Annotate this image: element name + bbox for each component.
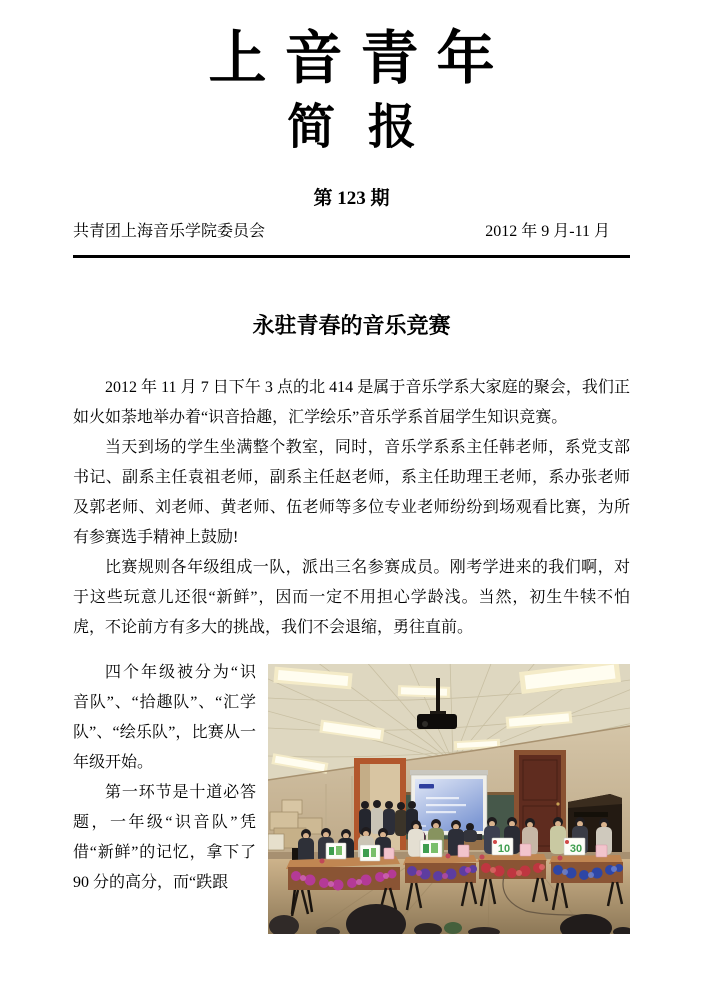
event-photo-illustration [268,664,630,934]
masthead [73,22,630,210]
article-paragraph: 当天到场的学生坐满整个教室，同时，音乐学系系主任韩老师，系党支部书记、副系主任袁祖老师，副系主任赵老师，系主任助理王老师，系办张老师及郭老师、刘老师、黄老师、伍老师等多位专业老师纷纷到场观看比赛，为所有参赛选手精神上鼓励! [73,439,630,546]
newsletter-title [73,22,630,94]
score-label: 30 [569,843,583,855]
newsletter-title-text: 上音青年 [208,24,513,92]
article-body [73,373,630,898]
photo-text-section [73,658,630,898]
publication-period: 2012 年 9 月-11 月 [485,223,610,240]
article-paragraph: 第一环节是十道必答题，一年级“识音队”凭借“新鲜”的记忆，拿下了 90 分的高分，而“跌跟 [73,784,256,891]
publisher-name: 共青团上海音乐学院委员会 [73,223,266,240]
score-label: 10 [497,843,511,855]
page [0,22,720,999]
newsletter-subtitle: 简 报 [287,99,416,155]
article-paragraph: 比赛规则各年级组成一队，派出三名参赛成员。刚考学进来的我们啊，对于这些玩意儿还很“新鲜”，因而一定不用担心学龄浅。当然，初生牛犊不怕虎，不论前方有多大的挑战，我们不会退缩，勇往直前。 [73,559,630,636]
issue-number: 第 123 期 [313,188,390,209]
photo-projection-screen [410,770,488,835]
article-paragraph: 四个年级被分为“识音队”、“拾趣队”、“汇学队”、“绘乐队”，比赛从一年级开始。 [73,664,256,771]
content-column [73,22,630,898]
byline [73,222,630,242]
event-photo [268,664,630,934]
header-divider [73,255,630,258]
article-paragraph: 2012 年 11 月 7 日下午 3 点的北 414 是属于音乐学系大家庭的聚会，我们正如火如荼地举办着“识音拾趣，汇学绘乐”音乐学系首届学生知识竞赛。 [73,379,630,426]
article-title: 永驻青春的音乐竞赛 [252,313,451,338]
